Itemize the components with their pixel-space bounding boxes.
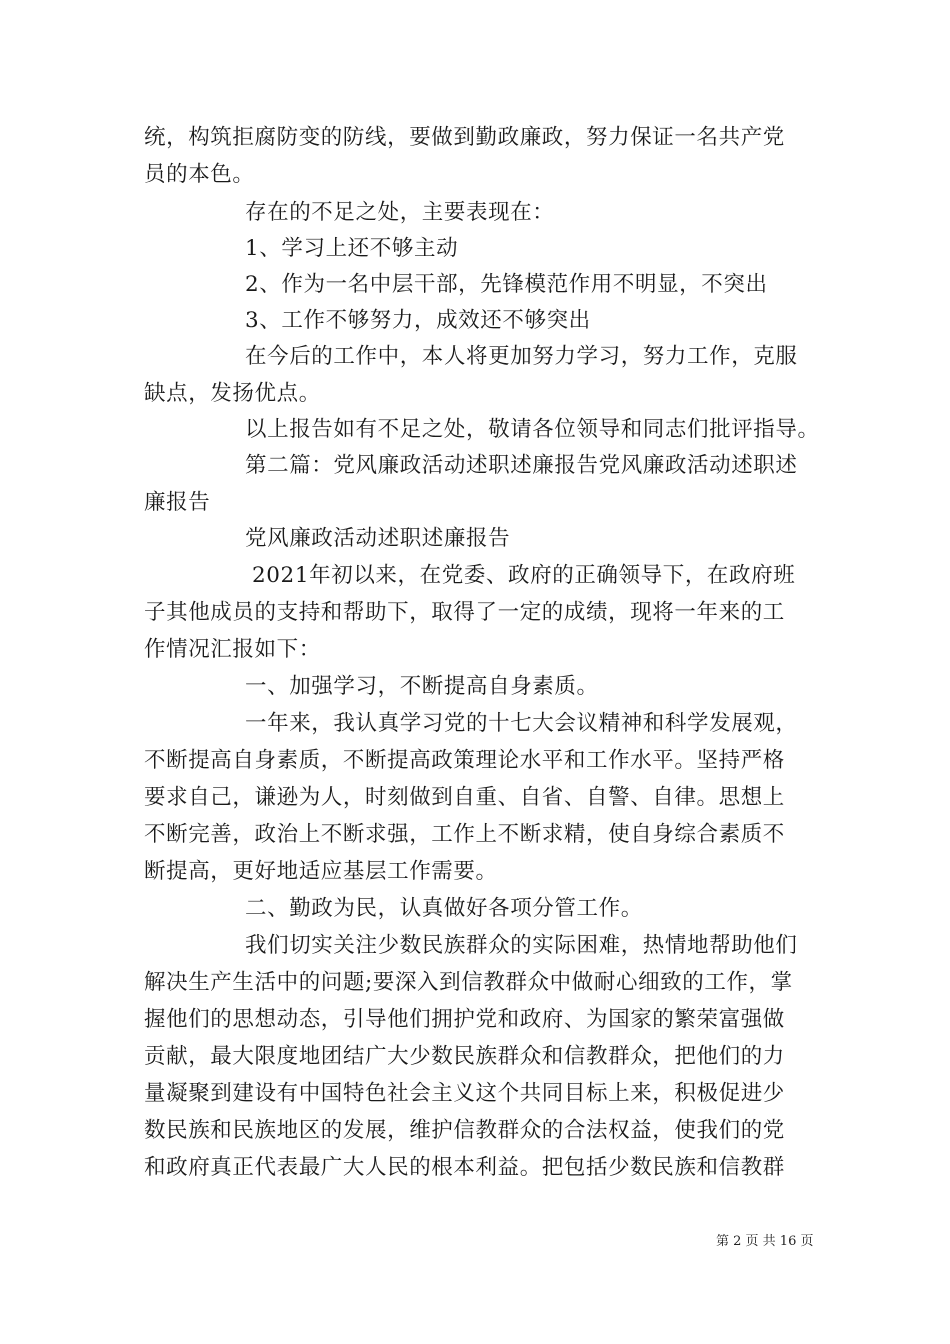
text-line: 一年来，我认真学习党的十七大会议精神和科学发展观，	[245, 711, 798, 736]
text-line: 我们切实关注少数民族群众的实际困难，热情地帮助他们	[245, 933, 798, 958]
text-line: 2、作为一名中层干部，先锋模范作用不明显，不突出	[245, 272, 768, 297]
text-line: 统，构筑拒腐防变的防线，要做到勤政廉政，努力保证一名共产党	[144, 125, 785, 150]
text-line: 解决生产生活中的问题;要深入到信教群众中做耐心细致的工作，掌	[144, 970, 793, 995]
text-line: 第二篇：党风廉政活动述职述廉报告党风廉政活动述职述	[245, 453, 798, 478]
text-line: 握他们的思想动态，引导他们拥护党和政府、为国家的繁荣富强做	[144, 1007, 785, 1032]
text-line: 数民族和民族地区的发展，维护信教群众的合法权益，使我们的党	[144, 1118, 785, 1143]
text-line: 存在的不足之处，主要表现在：	[245, 200, 555, 225]
text-line: 3、工作不够努力，成效还不够突出	[245, 308, 591, 333]
text-line: 作情况汇报如下：	[144, 637, 321, 662]
subtitle: 党风廉政活动述职述廉报告	[245, 526, 511, 551]
text-line: 廉报告	[144, 490, 211, 515]
text-line: 贡献，最大限度地团结广大少数民族群众和信教群众，把他们的力	[144, 1044, 785, 1069]
text-line: 在今后的工作中，本人将更加努力学习，努力工作，克服	[245, 344, 798, 369]
section-heading: 二、勤政为民，认真做好各项分管工作。	[245, 896, 643, 921]
text-line: 缺点，发扬优点。	[144, 381, 321, 406]
section-heading: 一、加强学习，不断提高自身素质。	[245, 674, 599, 699]
page-number: 第 2 页 共 16 页	[716, 1234, 814, 1249]
text-line: 员的本色。	[144, 162, 255, 187]
text-line: 1、学习上还不够主动	[245, 236, 459, 261]
text-line: 量凝聚到建设有中国特色社会主义这个共同目标上来，积极促进少	[144, 1081, 785, 1106]
text-line: 要求自己，谦逊为人，时刻做到自重、自省、自警、自律。思想上	[144, 785, 785, 810]
text-line: 以上报告如有不足之处，敬请各位领导和同志们批评指导。	[245, 417, 820, 442]
text-line: 不断完善，政治上不断求强，工作上不断求精，使自身综合素质不	[144, 822, 785, 847]
text-line: 子其他成员的支持和帮助下，取得了一定的成绩，现将一年来的工	[144, 600, 785, 625]
text-line: 不断提高自身素质，不断提高政策理论水平和工作水平。坚持严格	[144, 748, 785, 773]
text-line: 和政府真正代表最广大人民的根本利益。把包括少数民族和信教群	[144, 1155, 785, 1180]
text-line: 2021年初以来，在党委、政府的正确领导下，在政府班	[252, 563, 796, 588]
text-line: 断提高，更好地适应基层工作需要。	[144, 859, 498, 884]
